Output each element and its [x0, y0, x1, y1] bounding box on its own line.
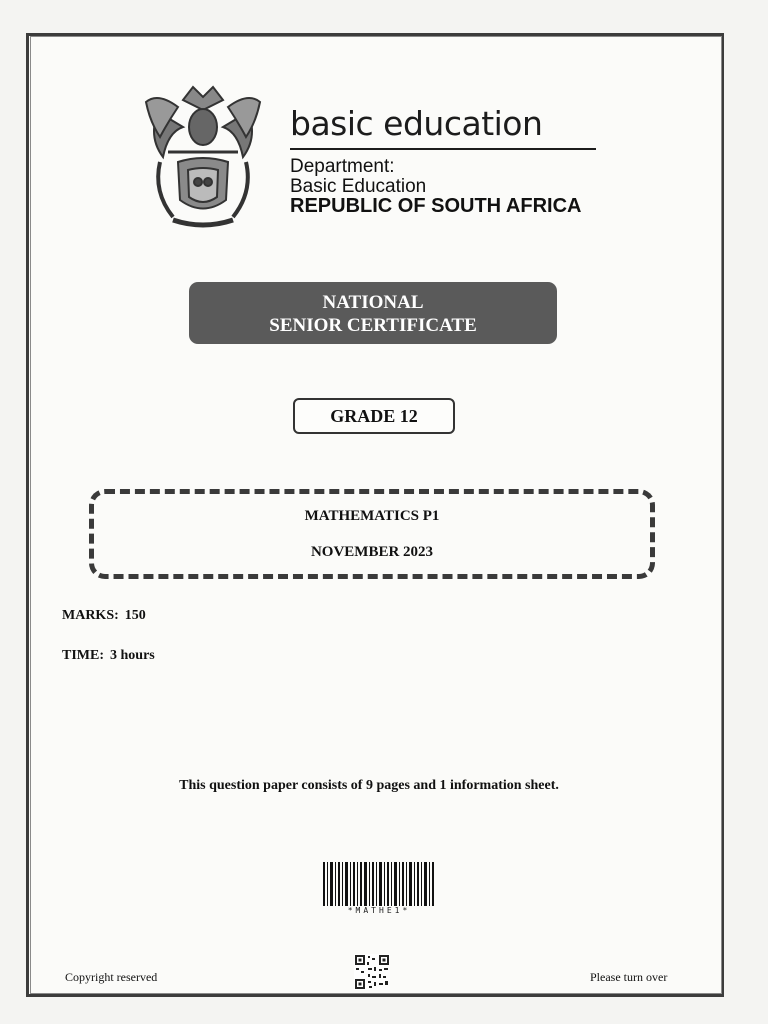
time-info: [62, 648, 155, 664]
qr-code-icon: [354, 954, 390, 990]
certificate-banner: [189, 282, 557, 344]
exam-session: NOVEMBER 2023: [310, 544, 434, 560]
turn-over-note: Please turn over: [590, 970, 668, 984]
department-divider: [290, 148, 596, 150]
coat-of-arms-icon: [138, 82, 268, 232]
barcode-caption: *MATHE1*: [347, 906, 411, 915]
marks-label: MARKS:: [62, 608, 119, 623]
marks-info: [62, 608, 146, 624]
subject-name: MATHEMATICS P1: [304, 508, 440, 524]
department-label: Department:: [290, 156, 395, 177]
certificate-line-1: NATIONAL: [322, 292, 424, 313]
time-value: 3 hours: [110, 648, 155, 663]
grade-label: GRADE 12: [293, 398, 455, 434]
department-name: Basic Education: [290, 176, 427, 197]
paper-composition-note: This question paper consists of 9 pages and 1 information sheet.: [179, 778, 559, 793]
subject-box: [89, 489, 655, 579]
copyright-note: Copyright reserved: [65, 970, 158, 984]
time-label: TIME:: [62, 648, 104, 663]
department-brand-title: basic education: [290, 104, 543, 143]
country-name: REPUBLIC OF SOUTH AFRICA: [290, 195, 582, 217]
barcode-icon: [323, 862, 435, 910]
certificate-line-2: SENIOR CERTIFICATE: [269, 315, 477, 336]
marks-value: 150: [124, 608, 146, 623]
